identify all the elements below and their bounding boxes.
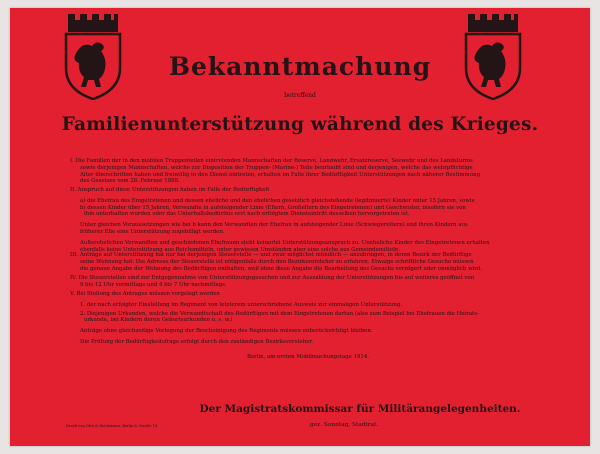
signature-name: gez. Sonntag, Stadtrat.	[310, 422, 379, 428]
text-line: früherer Ehe eine Unterstützung zugebilligt werden.	[80, 228, 225, 235]
text-line: ihm unterhalten wurden oder das Unterhaltsbedürfnis erst nach erfolgtem Diensteintritt desselben hervorgetreten ist.	[84, 211, 410, 218]
text-line: Unter gleichen Voraussetzungen wie bei b kann den Verwandten der Ehefrau in aufsteigender Linie (Schwiegereltern) und ihren Kindern aus	[80, 222, 468, 229]
dateline: Berlin, am ersten Mobilmachungstage 1914.	[247, 354, 369, 360]
section-3	[70, 252, 546, 272]
text-line: I. Die Familien der in den mobilen Truppenteilen eintretenden Mannschaften der Reserve, Landwehr, Ersatzreserve, Seewehr und des Landsturms	[70, 158, 473, 164]
text-line: b) dessen Kinder über 15 Jahren, Verwandte in aufsteigender Linie (Eltern, Großeltern des Eingetretenen) und Geschwister, insofern sie von	[80, 204, 466, 211]
text-line: II. Anspruch auf diese Unterstützungen haben im Falle der Bedürftigkeit	[70, 187, 270, 193]
printer-imprint: Druck von Otto & Dieckmann, Berlin S. Straße 14	[66, 424, 158, 428]
text-line: Die Prüfung der Bedürftigkeitsfrage erfolgt durch den zuständigen Bezirksvorsteher.	[80, 338, 314, 345]
text-line: ebenfalls keine Unterstützung aus Reichsmitteln, unter gewissen Umständen aber eine solche aus Gemeindemitteln.	[80, 246, 401, 253]
text-line: Anträge ohne gleichzeitige Vorlegung der Bescheinigung des Regiments müssen unberücksichtigt bleiben.	[80, 328, 373, 335]
section-4	[70, 275, 546, 289]
subheading-betreffend: betreffend	[284, 92, 316, 99]
text-line: urkunde, bei Kindern deren Geburtsurkunden u. s. w.)	[84, 317, 233, 324]
poster-sheet	[10, 8, 590, 446]
headline: Bekanntmachung	[168, 52, 432, 81]
text-line: sowie derjenigen Mannschaften, welche zur Disposition der Truppen- (Marine-) Teile beurlaubt sind und derjenigen, welche das wehrpflichtige	[80, 164, 473, 171]
text-line: 2. Diejenigen Urkunden, welche die Verwandtschaft des Bedürftigen mit dem Eingetretenen dartun (also zum Beispiel bei Ehefrauen die Heirats-	[80, 310, 479, 317]
main-title: Familienunterstützung während des Krieges.	[61, 114, 539, 135]
text-line: IV. Die Steuerstellen sind zur Entgegennahme von Unterstützungsgesuchen und zur Auszahlung der Unterstützungen bis auf weiteres geöffnet von	[70, 275, 475, 281]
text-line: 9 bis 12 Uhr vormittags und 4 bis 7 Uhr nachmittags.	[80, 281, 227, 288]
text-line: 1. der nach erfolgter Einstellung im Regiment von letzterem unterschriebene Ausweis zur einmaligen Unterstützung.	[80, 301, 403, 308]
text-line: des Gesetzes vom 28. Februar 1888.	[80, 178, 180, 185]
text-line: a) die Ehefrau des Eingetretenen und dessen eheliche und den ehelichen gesetzlich gleichstehende (legitimierte) Kinder unter 15 Jahren, sowie	[80, 197, 475, 204]
text-line: V. Bei Stellung des Antrages müssen vorgelegt werden	[70, 291, 220, 297]
text-line: Alter überschritten haben und freiwillig in den Dienst eintreten, erhalten im Falle ihrer Bedürftigkeit Unterstützungen nach näherer Bestimmung	[80, 171, 481, 178]
section-1	[70, 158, 546, 185]
section-5	[70, 291, 546, 346]
signature-title: Der Magistratskommissar für Militärangelegenheiten.	[199, 403, 521, 415]
text-line: die genaue Angabe der Wohnung des Bedürftigen enthalten, weil ohne diese Angabe die Bearbeitung des Gesuchs verzögert oder unmöglich wird.	[80, 265, 483, 272]
text-line: III. Anträge auf Unterstützung hat nur bei derjenigen Steuerstelle — und zwar möglichst mündlich — anzubringen, in deren Bezirk der Bedürftige	[70, 252, 472, 258]
section-2	[70, 187, 546, 253]
text-line: seine Wohnung hat. Die Adresse der Steuerstelle ist nötigenfalls durch den Bezirksvorsteher zu erfahren. Etwaige schriftliche Gesuche müssen	[80, 258, 474, 265]
text-line: Außerehelichen Verwandten und geschiedenen Ehefrauen steht keinerlei Unterstützungsanspruch zu. Uneheliche Kinder des Eingetretenen erhalten	[80, 239, 490, 246]
